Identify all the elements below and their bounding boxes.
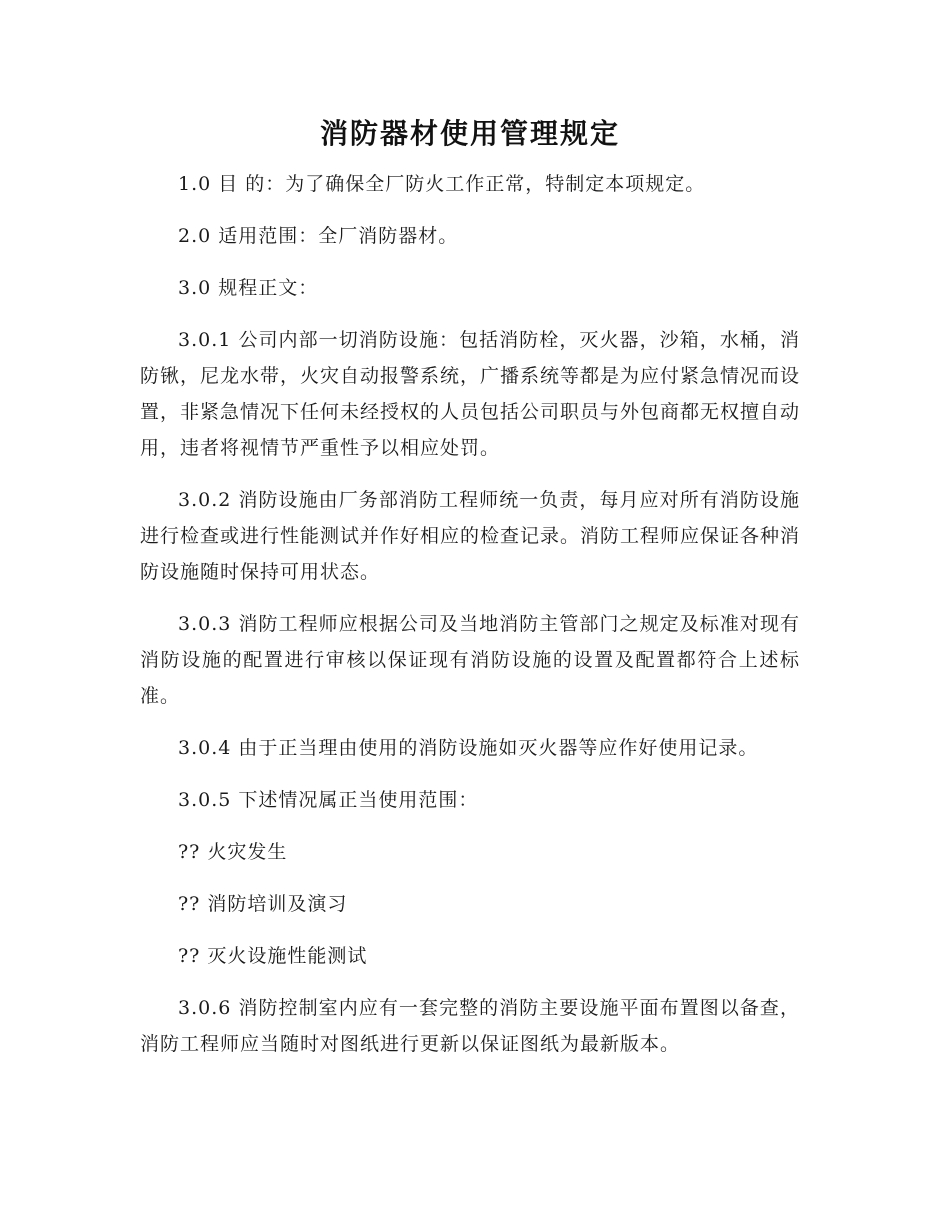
paragraph-purpose: 1.0 目 的：为了确保全厂防火工作正常，特制定本项规定。: [178, 173, 706, 195]
list-item-training: ?? 消防培训及演习: [178, 893, 348, 915]
paragraph-3-0-1: 3.0.1 公司内部一切消防设施：包括消防栓，灭火器，沙箱，水桶，消防锹，尼龙水带，火灾自动报警系统，广播系统等都是为应付紧急情况而设置，非紧急情况下任何未经授权的人员包括公司职员与外包商都无权擅自动用，违者将视情节严重性予以相应处罚。: [140, 329, 801, 459]
paragraph-scope: 2.0 适用范围：全厂消防器材。: [178, 225, 459, 247]
list-item-fire: ?? 火灾发生: [178, 841, 288, 863]
paragraph-3-0-3: 3.0.3 消防工程师应根据公司及当地消防主管部门之规定及标准对现有消防设施的配置进行审核以保证现有消防设施的设置及配置都符合上述标准。: [140, 613, 800, 707]
paragraph-3-0-4: 3.0.4 由于正当理由使用的消防设施如灭火器等应作好使用记录。: [178, 737, 759, 759]
paragraph-body-heading: 3.0 规程正文：: [178, 277, 319, 299]
paragraph-3-0-6: 3.0.6 消防控制室内应有一套完整的消防主要设施平面布置图以备查，消防工程师应当随时对图纸进行更新以保证图纸为最新版本。: [140, 997, 800, 1055]
list-item-testing: ?? 灭火设施性能测试: [178, 945, 368, 967]
paragraph-3-0-5: 3.0.5 下述情况属正当使用范围：: [178, 789, 479, 811]
paragraph-3-0-2: 3.0.2 消防设施由厂务部消防工程师统一负责，每月应对所有消防设施进行检查或进行性能测试并作好相应的检查记录。消防工程师应保证各种消防设施随时保持可用状态。: [140, 489, 801, 583]
document-title: 消防器材使用管理规定: [319, 117, 620, 150]
